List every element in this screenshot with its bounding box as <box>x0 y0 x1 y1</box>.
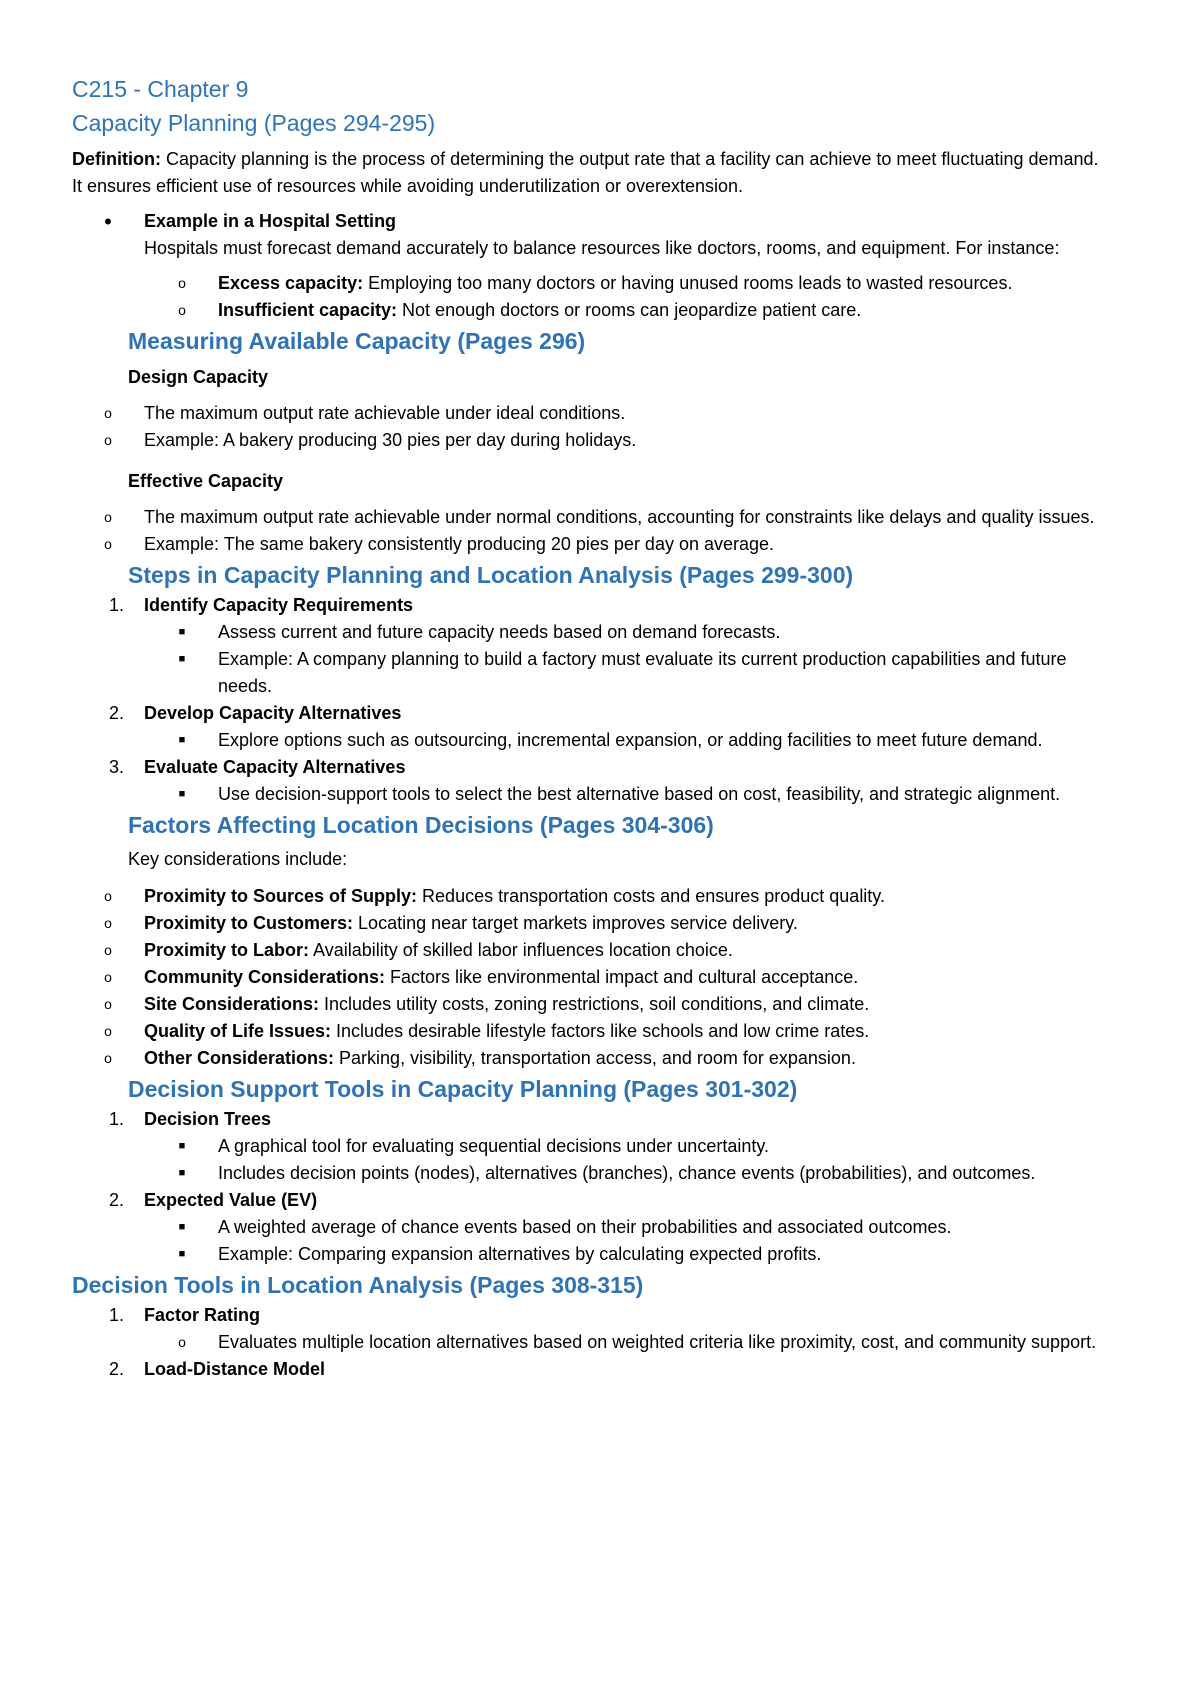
definition-paragraph <box>72 146 1112 200</box>
item-text: Explore options such as outsourcing, incremental expansion, or adding facilities to meet future demand. <box>218 730 1043 750</box>
item-label: Excess capacity: <box>218 273 364 293</box>
list-item <box>72 1214 1112 1241</box>
list-item-hospital <box>72 208 1112 262</box>
numbered-item <box>72 592 1112 619</box>
item-text: Includes desirable lifestyle factors like schools and low crime rates. <box>331 1021 870 1041</box>
item-text: A weighted average of chance events based on their probabilities and associated outcomes. <box>218 1217 952 1237</box>
page-title: C215 - Chapter 9 <box>72 76 249 102</box>
numbered-item <box>72 700 1112 727</box>
list-item <box>72 297 1112 324</box>
item-label: Proximity to Labor: <box>144 940 310 960</box>
item-number: 2. <box>108 1359 124 1379</box>
item-text: A graphical tool for evaluating sequential decisions under uncertainty. <box>218 1136 770 1156</box>
factors-intro: Key considerations include: <box>128 849 348 869</box>
square-bullet-icon: ■ <box>178 653 186 665</box>
circle-bullet-icon: o <box>104 942 112 958</box>
numbered-item <box>72 1187 1112 1214</box>
item-text: Evaluates multiple location alternatives based on weighted criteria like proximity, cost, and community support. <box>218 1332 1097 1352</box>
item-text: Includes utility costs, zoning restrictions, soil conditions, and climate. <box>319 994 870 1014</box>
list-item <box>72 937 1112 964</box>
list-item <box>72 727 1112 754</box>
list-item <box>72 1329 1112 1356</box>
item-label: Evaluate Capacity Alternatives <box>144 757 406 777</box>
list-item <box>72 910 1112 937</box>
item-text: Parking, visibility, transportation access, and room for expansion. <box>334 1048 856 1068</box>
item-text: Availability of skilled labor influences location choice. <box>309 940 733 960</box>
list-item <box>72 270 1112 297</box>
numbered-item <box>72 1356 1112 1383</box>
list-item <box>72 991 1112 1018</box>
square-bullet-icon: ■ <box>178 1167 186 1179</box>
item-label: Proximity to Sources of Supply: <box>144 886 418 906</box>
item-text: Example: A company planning to build a factory must evaluate its current production capabilities and future needs. <box>218 649 1067 696</box>
circle-bullet-icon: o <box>178 1334 186 1350</box>
hospital-text: Hospitals must forecast demand accurately to balance resources like doctors, rooms, and equipment. For instance: <box>144 238 1060 258</box>
hospital-label: Example in a Hospital Setting <box>144 211 397 231</box>
circle-bullet-icon: o <box>104 536 112 552</box>
list-item <box>72 400 1112 427</box>
circle-bullet-icon: o <box>104 405 112 421</box>
item-label: Expected Value (EV) <box>144 1190 318 1210</box>
item-text: The maximum output rate achievable under normal conditions, accounting for constraints like delays and quality issues. <box>144 507 1095 527</box>
numbered-item <box>72 754 1112 781</box>
item-text: Not enough doctors or rooms can jeopardize patient care. <box>397 300 862 320</box>
circle-bullet-icon: o <box>104 969 112 985</box>
list-item <box>72 1045 1112 1072</box>
square-bullet-icon: ■ <box>178 734 186 746</box>
list-item <box>72 504 1112 531</box>
item-label: Factor Rating <box>144 1305 261 1325</box>
item-text: Assess current and future capacity needs based on demand forecasts. <box>218 622 781 642</box>
list-item <box>72 1160 1112 1187</box>
list-item <box>72 1241 1112 1268</box>
numbered-item <box>72 1302 1112 1329</box>
item-text: Locating near target markets improves service delivery. <box>353 913 798 933</box>
item-number: 2. <box>108 1190 124 1210</box>
circle-bullet-icon: o <box>104 1050 112 1066</box>
item-text: The maximum output rate achievable under ideal conditions. <box>144 403 626 423</box>
circle-bullet-icon: o <box>104 915 112 931</box>
square-bullet-icon: ■ <box>178 1140 186 1152</box>
circle-bullet-icon: o <box>178 275 186 291</box>
item-label: Insufficient capacity: <box>218 300 398 320</box>
definition-text: Capacity planning is the process of determining the output rate that a facility can achieve to meet fluctuating demand. It ensures efficient use of resources while avoiding underutilization or overextension. <box>72 149 1099 196</box>
list-item <box>72 531 1112 558</box>
circle-bullet-icon: o <box>104 1023 112 1039</box>
item-text: Employing too many doctors or having unused rooms leads to wasted resources. <box>363 273 1013 293</box>
bullet-icon: • <box>104 209 112 234</box>
item-text: Use decision-support tools to select the best alternative based on cost, feasibility, and strategic alignment. <box>218 784 1061 804</box>
item-text: Example: The same bakery consistently producing 20 pies per day on average. <box>144 534 775 554</box>
item-number: 2. <box>108 703 124 723</box>
subheading-effective-capacity: Effective Capacity <box>128 471 284 491</box>
list-item <box>72 427 1112 454</box>
item-text: Factors like environmental impact and cultural acceptance. <box>385 967 859 987</box>
section-heading-measuring: Measuring Available Capacity (Pages 296) <box>128 328 586 354</box>
item-number: 3. <box>108 757 124 777</box>
circle-bullet-icon: o <box>104 888 112 904</box>
item-text: Example: Comparing expansion alternatives by calculating expected profits. <box>218 1244 822 1264</box>
circle-bullet-icon: o <box>178 302 186 318</box>
section-heading-steps: Steps in Capacity Planning and Location Analysis (Pages 299-300) <box>128 562 854 588</box>
square-bullet-icon: ■ <box>178 626 186 638</box>
item-label: Quality of Life Issues: <box>144 1021 332 1041</box>
list-item <box>72 619 1112 646</box>
section-heading-support-tools: Decision Support Tools in Capacity Planning (Pages 301-302) <box>128 1076 798 1102</box>
list-item <box>72 1133 1112 1160</box>
item-number: 1. <box>108 1305 124 1325</box>
section-heading-location-tools: Decision Tools in Location Analysis (Pages 308-315) <box>72 1272 644 1298</box>
square-bullet-icon: ■ <box>178 1248 186 1260</box>
item-number: 1. <box>108 1109 124 1129</box>
item-label: Identify Capacity Requirements <box>144 595 414 615</box>
item-label: Site Considerations: <box>144 994 320 1014</box>
list-item <box>72 646 1112 700</box>
numbered-item <box>72 1106 1112 1133</box>
item-label: Develop Capacity Alternatives <box>144 703 402 723</box>
circle-bullet-icon: o <box>104 996 112 1012</box>
item-text: Example: A bakery producing 30 pies per day during holidays. <box>144 430 637 450</box>
square-bullet-icon: ■ <box>178 788 186 800</box>
item-label: Proximity to Customers: <box>144 913 354 933</box>
item-number: 1. <box>108 595 124 615</box>
item-label: Community Considerations: <box>144 967 386 987</box>
list-item <box>72 964 1112 991</box>
document-page <box>72 72 1112 1383</box>
item-text: Reduces transportation costs and ensures product quality. <box>417 886 885 906</box>
list-item <box>72 883 1112 910</box>
item-label: Decision Trees <box>144 1109 272 1129</box>
section-heading-capacity-planning: Capacity Planning (Pages 294-295) <box>72 110 436 136</box>
subheading-design-capacity: Design Capacity <box>128 367 269 387</box>
square-bullet-icon: ■ <box>178 1221 186 1233</box>
section-heading-factors: Factors Affecting Location Decisions (Pages 304-306) <box>128 812 714 838</box>
circle-bullet-icon: o <box>104 509 112 525</box>
definition-label: Definition: <box>72 149 161 169</box>
item-label: Other Considerations: <box>144 1048 335 1068</box>
list-item <box>72 1018 1112 1045</box>
item-label: Load-Distance Model <box>144 1359 326 1379</box>
circle-bullet-icon: o <box>104 432 112 448</box>
item-text: Includes decision points (nodes), alternatives (branches), chance events (probabilities), and outcomes. <box>218 1163 1036 1183</box>
list-item <box>72 781 1112 808</box>
